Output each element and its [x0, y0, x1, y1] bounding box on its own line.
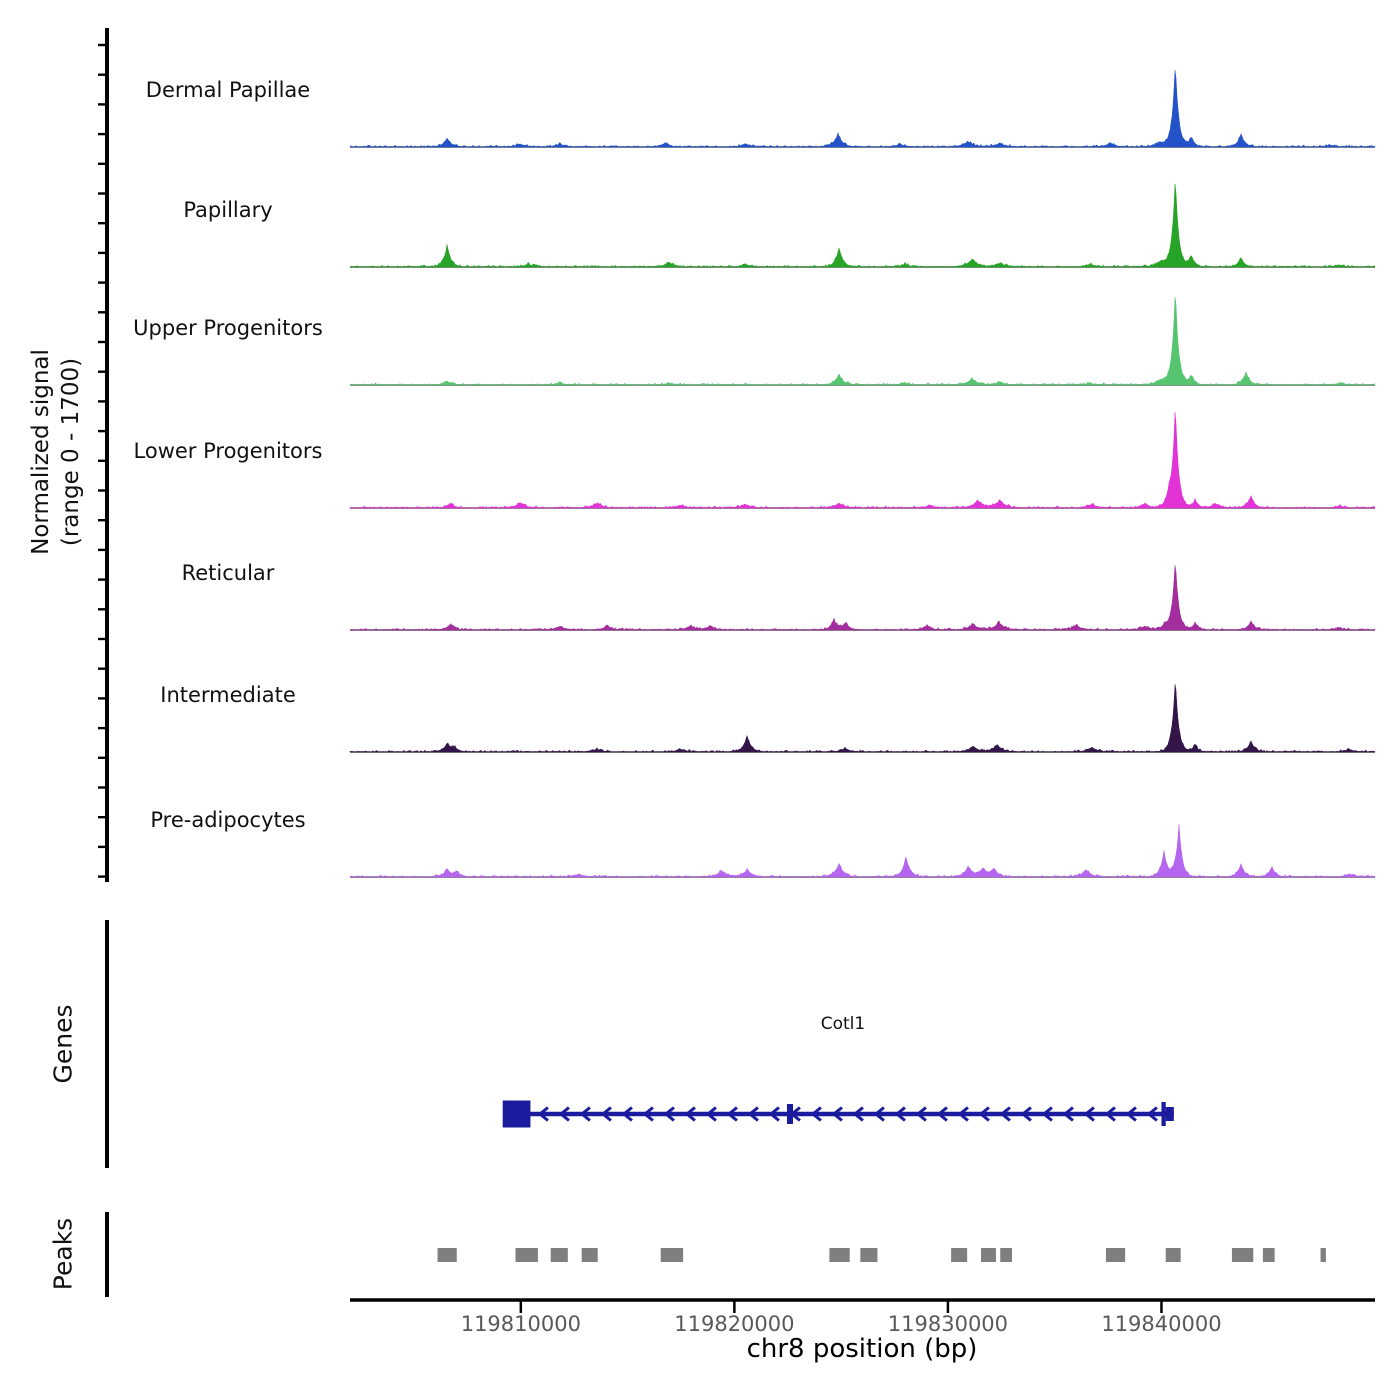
peak-interval [1106, 1248, 1125, 1262]
x-tick-label: 119810000 [460, 1312, 581, 1336]
peak-interval [438, 1248, 457, 1262]
peak-interval [951, 1248, 967, 1262]
x-tick-label: 119830000 [887, 1312, 1009, 1336]
signal-area-lower-progenitors [350, 412, 1375, 508]
x-tick-label: 119840000 [1101, 1312, 1222, 1336]
peak-interval [1232, 1248, 1253, 1262]
y-axis-label-line2: (range 0 - 1700) [58, 357, 84, 547]
peak-interval [981, 1248, 996, 1262]
peak-interval [551, 1248, 568, 1262]
peak-interval [515, 1248, 537, 1262]
track-label-upper-progenitors: Upper Progenitors [133, 316, 323, 340]
signal-area-dermal-papillae [350, 70, 1375, 147]
peak-interval [1263, 1248, 1275, 1262]
peak-interval [1166, 1248, 1181, 1262]
peak-interval [1321, 1248, 1326, 1262]
peaks-axis-label: Peaks [48, 1217, 78, 1291]
gene-end-box [1166, 1107, 1174, 1121]
gene-name-label: Cotl1 [820, 1014, 866, 1034]
peak-interval [661, 1248, 683, 1262]
signal-area-upper-progenitors [350, 297, 1375, 385]
track-label-reticular: Reticular [181, 561, 275, 585]
peak-interval [582, 1248, 598, 1262]
peak-interval [829, 1248, 849, 1262]
signal-area-reticular [350, 565, 1375, 630]
gene-end-bar [1161, 1102, 1165, 1126]
track-label-lower-progenitors: Lower Progenitors [133, 439, 323, 463]
y-axis-label [27, 349, 87, 555]
signal-area-papillary [350, 184, 1375, 267]
genes-axis-label: Genes [48, 1004, 78, 1084]
x-tick-label: 119820000 [674, 1312, 795, 1336]
y-axis-label-line1: Normalized signal [28, 349, 55, 555]
gene-thick-exon [503, 1101, 531, 1128]
peak-interval [860, 1248, 877, 1262]
track-label-papillary: Papillary [183, 198, 273, 222]
track-label-pre-adipocytes: Pre-adipocytes [150, 808, 306, 832]
signal-area-intermediate [350, 684, 1375, 752]
peak-interval [1000, 1248, 1012, 1262]
signal-area-pre-adipocytes [350, 824, 1375, 877]
track-label-dermal-papillae: Dermal Papillae [145, 78, 311, 102]
track-label-intermediate: Intermediate [160, 683, 296, 707]
x-axis-title: chr8 position (bp) [746, 1334, 978, 1364]
